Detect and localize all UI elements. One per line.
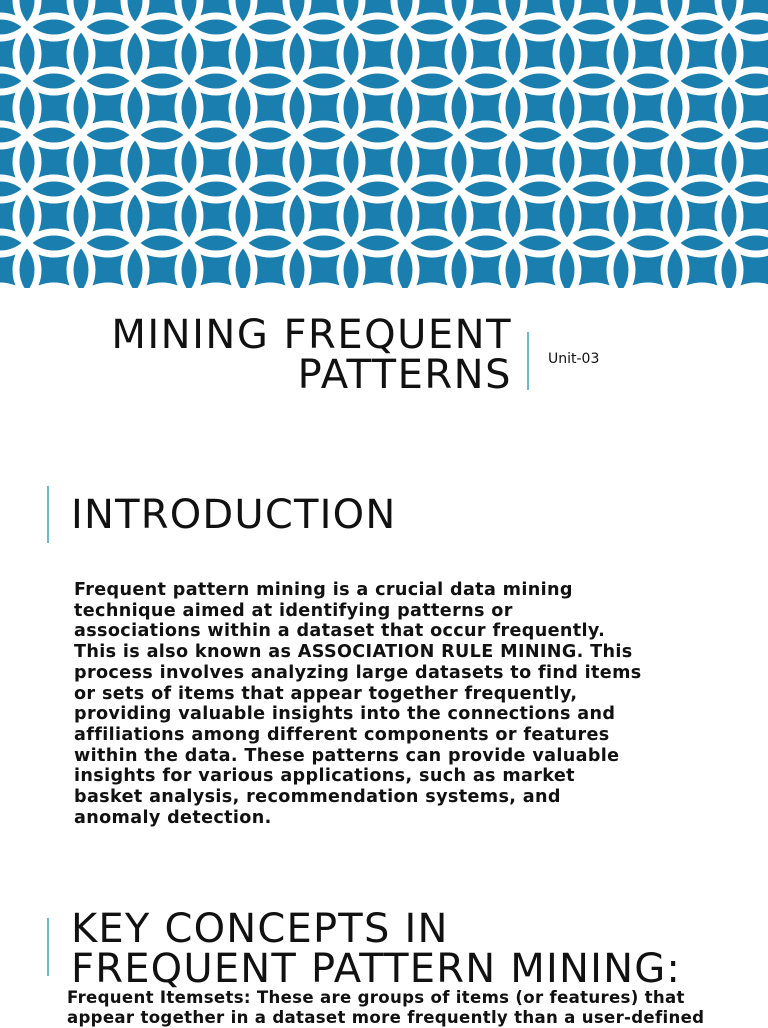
intro-line: This is also known as ASSOCIATION RULE MINING. This xyxy=(74,642,633,663)
intro-line: Frequent pattern mining is a crucial data mining xyxy=(74,580,573,600)
intro-line: associations within a dataset that occur frequently. xyxy=(74,621,606,642)
intro-line: process involves analyzing large datasets to find items xyxy=(74,662,642,683)
key-concepts-accent-bar xyxy=(47,918,49,976)
intro-line: or sets of items that appear together frequently, xyxy=(74,683,578,704)
key-concepts-line: Frequent Itemsets: These are groups of items (or features) that xyxy=(67,988,685,1007)
intro-line: providing valuable insights into the connections and xyxy=(74,704,616,725)
title-divider xyxy=(527,332,529,390)
introduction-body xyxy=(74,580,694,828)
intro-line: within the data. These patterns can provide valuable xyxy=(74,745,620,766)
presentation-subtitle: Unit-03 xyxy=(548,351,600,367)
title-line-1: MINING FREQUENT xyxy=(111,312,512,358)
intro-line: technique aimed at identifying patterns or xyxy=(74,600,513,621)
key-concepts-heading-line-2: FREQUENT PATTERN MINING: xyxy=(71,946,682,992)
key-concepts-line: appear together in a dataset more frequently than a user-defined xyxy=(67,1008,705,1027)
circle-pattern-graphic xyxy=(0,0,768,288)
key-concepts-heading-line-1: KEY CONCEPTS IN xyxy=(71,906,449,952)
key-concepts-body xyxy=(67,988,747,1028)
introduction-heading: INTRODUCTION xyxy=(71,492,397,538)
decorative-pattern-banner xyxy=(0,0,768,288)
key-concepts-heading xyxy=(71,906,682,992)
intro-line: insights for various applications, such as market xyxy=(74,766,575,787)
presentation-title xyxy=(60,312,512,398)
intro-line: basket analysis, recommendation systems, and xyxy=(74,787,561,808)
title-line-2: PATTERNS xyxy=(297,352,512,398)
intro-line: affiliations among different components or features xyxy=(74,724,610,745)
intro-line: anomaly detection. xyxy=(74,807,272,828)
introduction-accent-bar xyxy=(47,486,49,543)
